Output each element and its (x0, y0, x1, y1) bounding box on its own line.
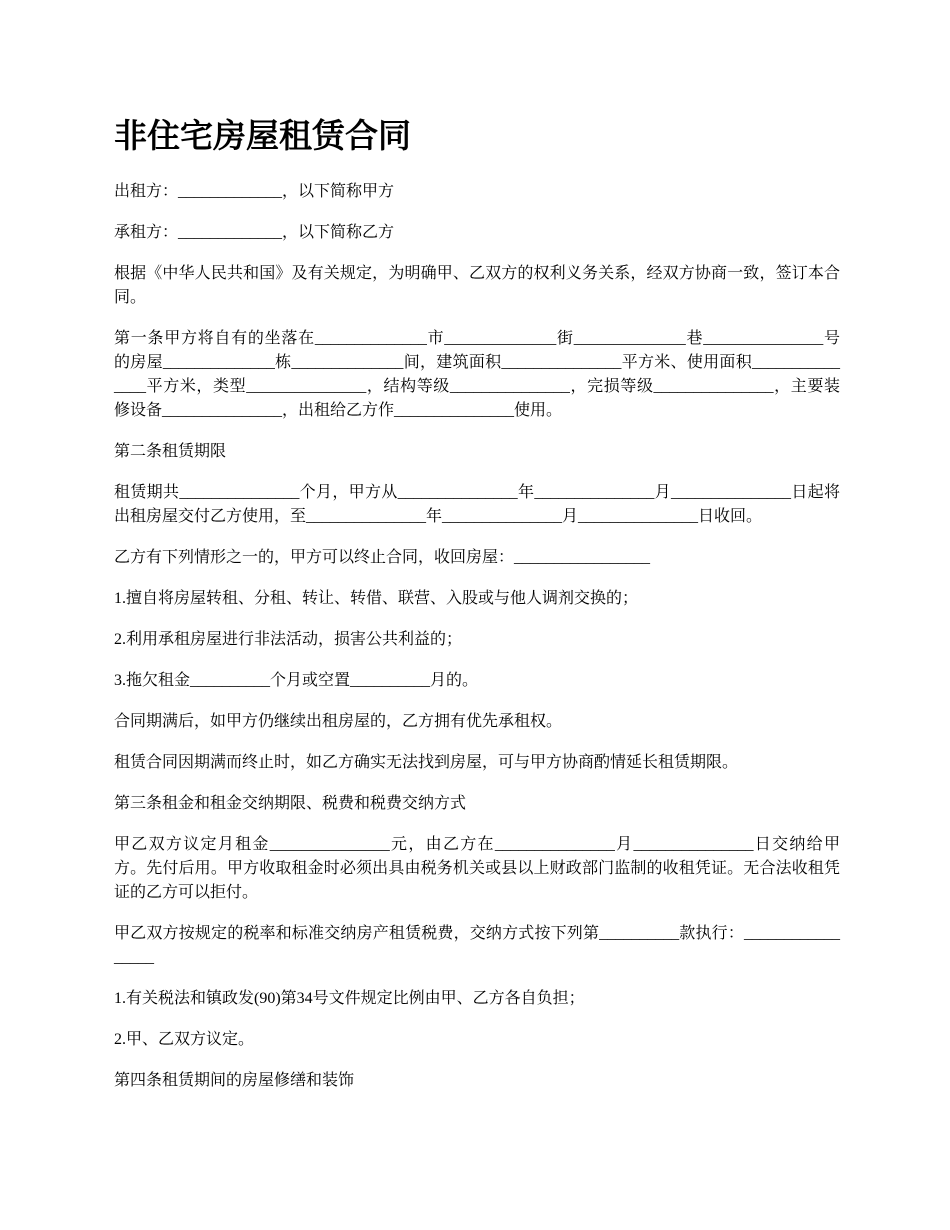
contract-document (114, 112, 840, 1110)
article-4-heading: 第四条租赁期间的房屋修缮和装饰 (114, 1072, 355, 1089)
lessor-line: 出租方：_____________，以下简称甲方 (114, 183, 395, 200)
tax-item-1: 1.有关税法和镇政发(90)第34号文件规定比例由甲、乙方各自负担； (114, 990, 585, 1007)
lessee-line: 承租方：_____________，以下简称乙方 (114, 224, 395, 241)
extension-paragraph: 租赁合同因期满而终止时，如乙方确实无法找到房屋，可与甲方协商酌情延长租赁期限。 (114, 754, 739, 771)
tax-payment-paragraph: 甲乙双方按规定的税率和标准交纳房产租赁税费，交纳方式按下列第__________款执行：_________________ (114, 925, 840, 966)
tax-item-2: 2.甲、乙双方议定。 (114, 1031, 255, 1048)
termination-item-1: 1.擅自将房屋转租、分租、转让、转借、联营、入股或与他人调剂交换的； (114, 590, 639, 607)
preamble-paragraph: 根据《中华人民共和国》及有关规定，为明确甲、乙双方的权利义务关系，经双方协商一致，签订本合同。 (114, 265, 840, 306)
document-title: 非住宅房屋租赁合同 (114, 116, 411, 155)
rent-payment-paragraph: 甲乙双方议定月租金_______________元，由乙方在_______________月_______________日交纳给甲方。先付后用。甲方收取租金时必须出具由税务机关或县以上财政部门监制的收租凭证。无合法收租凭证的乙方可以拒付。 (114, 836, 840, 901)
article-3-heading: 第三条租金和租金交纳期限、税费和税费交纳方式 (114, 795, 467, 812)
article-2-heading: 第二条租赁期限 (114, 443, 227, 460)
termination-item-2: 2.利用承租房屋进行非法活动，损害公共利益的； (114, 631, 463, 648)
termination-item-3: 3.拖欠租金__________个月或空置__________月的。 (114, 672, 479, 689)
lease-term-paragraph: 租赁期共_______________个月，甲方从_______________年_______________月_______________日起将出租房屋交付乙方使用，至_______________年_______________月_______________日收回。 (114, 484, 840, 525)
renewal-priority-paragraph: 合同期满后，如甲方仍继续出租房屋的，乙方拥有优先承租权。 (114, 713, 563, 730)
article-1-paragraph: 第一条甲方将自有的坐落在______________市______________街______________巷_______________号的房屋______________栋______________间，建筑面积_______________平方米、使用面积_______________平方米，类型_______________，结构等级_______________，完损等级_______________，主要装修设备_______________，出租给乙方作_______________使用。 (114, 330, 840, 419)
termination-conditions-paragraph: 乙方有下列情形之一的，甲方可以终止合同，收回房屋：_________________ (114, 549, 651, 566)
